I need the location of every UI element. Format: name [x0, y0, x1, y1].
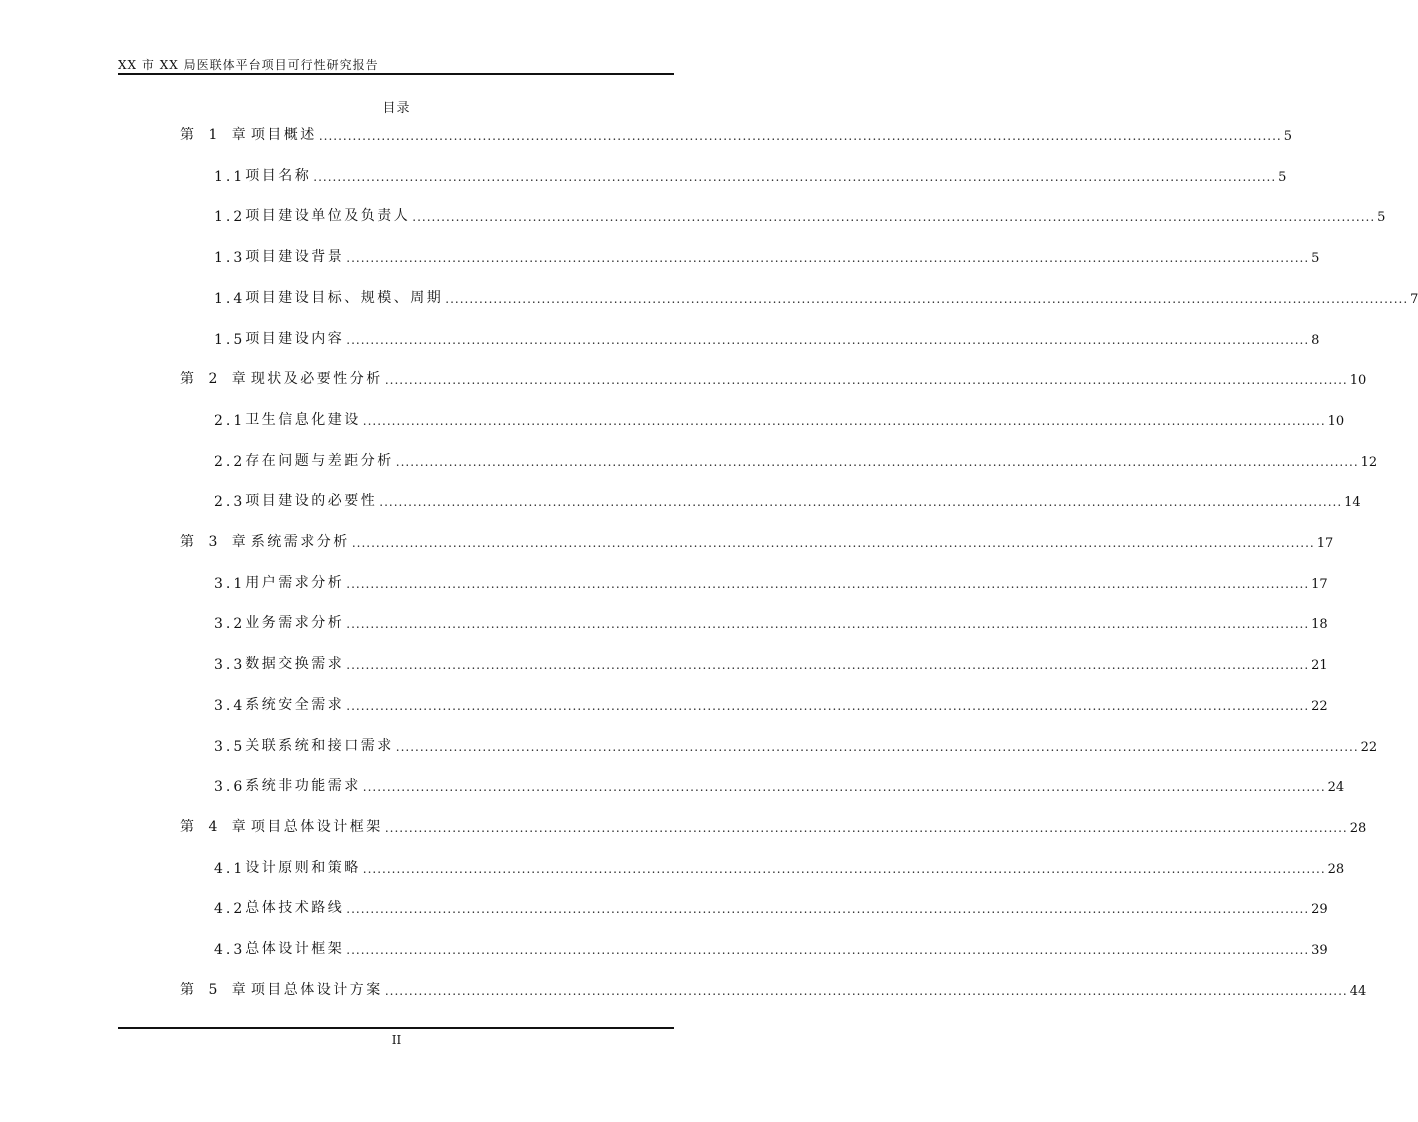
toc-entry-page: 12	[1360, 454, 1378, 470]
toc-entry[interactable]	[214, 572, 1328, 592]
toc-entry[interactable]	[180, 124, 1292, 144]
toc-leader-dots: ........................................................................................................................................................................................................	[346, 902, 1310, 917]
toc-entry-label: 现状及必要性分析	[250, 371, 383, 388]
toc-entry-label: 用户需求分析	[245, 574, 345, 591]
toc-entry-page: 21	[1311, 658, 1328, 674]
toc-entry-number: 1.1	[214, 168, 246, 185]
toc-entry-number: 1.3	[214, 250, 246, 267]
toc-leader-dots: ........................................................................................................................................................................................................	[362, 413, 1326, 428]
toc-entry-number: 1.4	[214, 290, 246, 307]
toc-leader-dots: ........................................................................................................................................................................................................	[346, 943, 1310, 957]
toc-entry-label: 项目总体设计框架	[250, 818, 383, 835]
toc-entry-page: 28	[1349, 820, 1367, 836]
toc-leader-dots: ........................................................................................................................................................................................................	[384, 373, 1348, 388]
toc-entry-label: 卫生信息化建设	[245, 411, 361, 428]
toc-entry-number: 4.3	[214, 942, 246, 958]
toc-entry-number: 4.2	[214, 901, 246, 918]
toc-entry-page: 22	[1311, 698, 1328, 714]
toc-entry-number: 3.1	[214, 575, 246, 592]
toc-entry-label: 总体设计框架	[245, 941, 345, 957]
toc-entry-page: 29	[1311, 902, 1328, 918]
toc-leader-dots: ........................................................................................................................................................................................................	[346, 576, 1310, 591]
toc-leader-dots: ........................................................................................................................................................................................................	[346, 332, 1310, 347]
toc-entry-page: 5	[1278, 169, 1287, 185]
toc-entry-page: 17	[1311, 576, 1328, 592]
toc-entry[interactable]	[180, 979, 1367, 999]
toc-entry-number: 4.1	[214, 860, 246, 877]
toc-leader-dots: ........................................................................................................................................................................................................	[346, 698, 1310, 713]
toc-entry-label: 项目总体设计方案	[250, 981, 383, 998]
toc-leader-dots: ........................................................................................................................................................................................................	[384, 820, 1348, 835]
toc-entry-number: 第 2 章	[180, 371, 251, 388]
toc-entry-label: 项目建设单位及负责人	[245, 208, 411, 225]
toc-entry[interactable]	[180, 531, 1334, 551]
toc-entry-label: 关联系统和接口需求	[245, 737, 394, 754]
toc-leader-dots: ........................................................................................................................................................................................................	[346, 617, 1310, 632]
toc-entry-label: 项目建设背景	[245, 249, 345, 266]
toc-leader-dots: ........................................................................................................................................................................................................	[346, 251, 1310, 266]
toc-entry-label: 项目建设目标、规模、周期	[245, 289, 444, 306]
toc-entry-label: 业务需求分析	[245, 615, 345, 632]
toc-entry[interactable]	[214, 490, 1361, 511]
toc-entry-number: 2.2	[214, 453, 246, 470]
toc-entry[interactable]	[214, 612, 1328, 633]
toc-entry[interactable]	[214, 897, 1328, 918]
toc-entry-number: 第 1 章	[180, 127, 251, 143]
toc-entry-label: 项目建设内容	[245, 330, 345, 347]
toc-leader-dots: ........................................................................................................................................................................................................	[318, 129, 1282, 143]
toc-entry-label: 存在问题与差距分析	[245, 452, 394, 469]
toc-entry-page: 17	[1316, 536, 1334, 551]
toc-entry[interactable]	[214, 775, 1345, 796]
toc-entry-label: 数据交换需求	[245, 656, 345, 673]
toc-entry-number: 3.4	[214, 697, 246, 714]
toc-entry-page: 10	[1327, 413, 1345, 429]
toc-entry-page: 28	[1327, 861, 1345, 877]
toc-entry-page: 39	[1311, 943, 1328, 958]
toc-entry-label: 系统非功能需求	[245, 778, 361, 795]
toc-entry[interactable]	[214, 735, 1378, 755]
toc-entry-label: 项目概述	[250, 127, 317, 143]
toc-entry[interactable]	[214, 694, 1328, 714]
toc-entry-label: 系统需求分析	[250, 534, 350, 550]
toc-entry-page: 44	[1349, 983, 1367, 999]
toc-entry[interactable]	[214, 205, 1386, 226]
toc-leader-dots: ........................................................................................................................................................................................................	[362, 780, 1326, 795]
toc-entry-label: 设计原则和策略	[245, 859, 361, 876]
toc-entry-number: 3.6	[214, 779, 246, 796]
toc-entry[interactable]	[214, 450, 1378, 470]
toc-entry-number: 1.2	[214, 209, 246, 226]
toc-entry-page: 24	[1327, 780, 1345, 796]
toc-entry-number: 3.2	[214, 616, 246, 633]
toc-leader-dots: ........................................................................................................................................................................................................	[362, 861, 1326, 876]
toc-entry-number: 3.3	[214, 657, 246, 674]
toc-entry-page: 5	[1283, 129, 1292, 144]
toc-entry-page: 5	[1377, 210, 1386, 226]
toc-entry-label: 系统安全需求	[245, 696, 345, 713]
toc-entry-label: 总体技术路线	[245, 900, 345, 917]
toc-entry[interactable]	[214, 165, 1287, 185]
toc-leader-dots: ........................................................................................................................................................................................................	[379, 495, 1343, 510]
header-title: XX 市 XX 局医联体平台项目可行性研究报告	[118, 58, 379, 72]
toc-entry-number: 第 3 章	[180, 534, 251, 550]
toc-entry-page: 7	[1410, 291, 1418, 307]
toc-entry-page: 22	[1360, 739, 1378, 755]
footer-page-number: II	[391, 1033, 402, 1047]
toc-entry-number: 2.1	[214, 412, 246, 429]
toc-entry-page: 5	[1311, 251, 1320, 267]
toc-entry[interactable]	[214, 287, 1418, 307]
footer-rule	[118, 1027, 674, 1029]
toc-leader-dots: ........................................................................................................................................................................................................	[313, 169, 1277, 184]
toc-entry-page: 8	[1311, 332, 1320, 348]
toc-entry-number: 第 4 章	[180, 818, 251, 835]
toc-entry-number: 1.5	[214, 331, 246, 348]
toc-leader-dots: ........................................................................................................................................................................................................	[395, 739, 1359, 754]
toc-entry-page: 10	[1349, 373, 1367, 389]
toc-entry[interactable]	[180, 816, 1367, 836]
toc-entry[interactable]	[214, 328, 1320, 348]
toc-entry[interactable]	[214, 246, 1320, 267]
toc-entry[interactable]	[214, 409, 1345, 429]
toc-leader-dots: ........................................................................................................................................................................................................	[445, 291, 1409, 306]
toc-entry-page: 18	[1311, 617, 1328, 633]
toc-leader-dots: ........................................................................................................................................................................................................	[384, 983, 1348, 998]
toc-leader-dots: ........................................................................................................................................................................................................	[346, 658, 1310, 673]
toc-entry-number: 2.3	[214, 494, 246, 511]
toc-entry-label: 项目建设的必要性	[245, 493, 378, 510]
toc-entry-number: 第 5 章	[180, 981, 251, 998]
toc-entry-number: 3.5	[214, 738, 246, 755]
toc-entry[interactable]	[180, 368, 1367, 389]
toc-entry[interactable]	[214, 653, 1328, 674]
toc-entry[interactable]	[214, 857, 1345, 877]
toc-entry[interactable]	[214, 938, 1328, 958]
toc-entry-page: 14	[1344, 495, 1361, 511]
toc-leader-dots: ........................................................................................................................................................................................................	[395, 454, 1359, 469]
toc-entry-label: 项目名称	[245, 167, 312, 184]
toc-leader-dots: ........................................................................................................................................................................................................	[351, 536, 1315, 550]
toc-leader-dots: ........................................................................................................................................................................................................	[412, 210, 1376, 225]
toc-title: 目录	[382, 101, 411, 116]
